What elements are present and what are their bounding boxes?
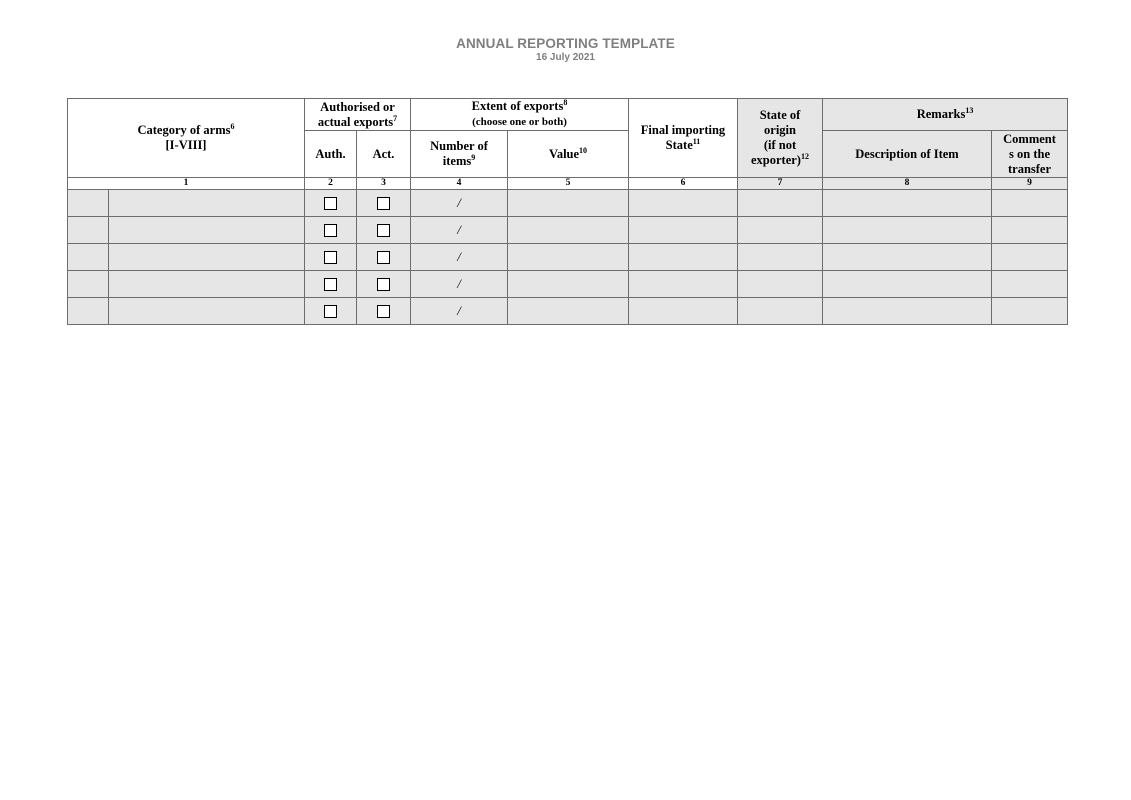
auth-checkbox[interactable] — [324, 305, 337, 318]
comments-header: Comment s on the transfer — [992, 131, 1068, 178]
number-items-header: Number of items$^9$ — [411, 131, 508, 178]
auth-cell — [305, 190, 357, 217]
description-cell[interactable] — [823, 217, 992, 244]
value-cell[interactable] — [508, 244, 629, 271]
category-cell[interactable] — [109, 244, 305, 271]
act-cell — [357, 217, 411, 244]
comments-cell[interactable] — [992, 190, 1068, 217]
column-number: 1 — [68, 178, 305, 190]
auth-header: Auth. — [305, 131, 357, 178]
state-origin-cell[interactable] — [738, 190, 823, 217]
value-cell[interactable] — [508, 217, 629, 244]
category-cell[interactable] — [109, 271, 305, 298]
auth-checkbox[interactable] — [324, 251, 337, 264]
table-row — [68, 217, 1068, 244]
auth-cell — [305, 217, 357, 244]
act-checkbox[interactable] — [377, 197, 390, 210]
state-origin-cell[interactable] — [738, 298, 823, 325]
extent-header: Extent of exports$^8$ (choose one or both) — [411, 99, 629, 131]
description-cell[interactable] — [823, 298, 992, 325]
row-index-cell[interactable] — [68, 271, 109, 298]
number-items-cell[interactable]: / — [411, 298, 508, 325]
act-cell — [357, 298, 411, 325]
importing-state-cell[interactable] — [629, 217, 738, 244]
state-origin-cell[interactable] — [738, 271, 823, 298]
table-row — [68, 244, 1068, 271]
page-date: 16 July 2021 — [536, 52, 595, 63]
auth-cell — [305, 271, 357, 298]
act-cell — [357, 271, 411, 298]
importing-state-header: Final importing State$^{11}$ — [629, 99, 738, 178]
auth-checkbox[interactable] — [324, 278, 337, 291]
reporting-table — [67, 98, 1068, 325]
number-items-cell[interactable]: / — [411, 217, 508, 244]
comments-cell[interactable] — [992, 217, 1068, 244]
table-row — [68, 298, 1068, 325]
column-number: 3 — [357, 178, 411, 190]
remarks-header: Remarks$^{13}$ — [823, 99, 1068, 131]
act-checkbox[interactable] — [377, 224, 390, 237]
act-cell — [357, 244, 411, 271]
auth-checkbox[interactable] — [324, 197, 337, 210]
category-header: Category of arms$^6$ [I-VIII] — [68, 99, 305, 178]
state-origin-cell[interactable] — [738, 244, 823, 271]
comments-cell[interactable] — [992, 271, 1068, 298]
auth-cell — [305, 244, 357, 271]
value-header: Value$^{10}$ — [508, 131, 629, 178]
state-origin-cell[interactable] — [738, 217, 823, 244]
act-cell — [357, 190, 411, 217]
comments-cell[interactable] — [992, 244, 1068, 271]
column-number: 2 — [305, 178, 357, 190]
value-cell[interactable] — [508, 271, 629, 298]
number-items-cell[interactable]: / — [411, 190, 508, 217]
description-cell[interactable] — [823, 271, 992, 298]
column-number: 5 — [508, 178, 629, 190]
authorised-actual-header: Authorised or actual exports$^7$ — [305, 99, 411, 131]
importing-state-cell[interactable] — [629, 244, 738, 271]
column-number: 8 — [823, 178, 992, 190]
number-items-cell[interactable]: / — [411, 244, 508, 271]
table-row — [68, 190, 1068, 217]
auth-checkbox[interactable] — [324, 224, 337, 237]
importing-state-cell[interactable] — [629, 271, 738, 298]
row-index-cell[interactable] — [68, 244, 109, 271]
category-cell[interactable] — [109, 217, 305, 244]
description-header: Description of Item — [823, 131, 992, 178]
column-number-row — [68, 178, 1068, 190]
description-cell[interactable] — [823, 190, 992, 217]
auth-cell — [305, 298, 357, 325]
state-origin-header: State of origin (if not exporter)$^{12}$ — [738, 99, 823, 178]
row-index-cell[interactable] — [68, 190, 109, 217]
row-index-cell[interactable] — [68, 298, 109, 325]
comments-cell[interactable] — [992, 298, 1068, 325]
row-index-cell[interactable] — [68, 217, 109, 244]
category-cell[interactable] — [109, 298, 305, 325]
act-checkbox[interactable] — [377, 305, 390, 318]
description-cell[interactable] — [823, 244, 992, 271]
table-row — [68, 271, 1068, 298]
column-number: 6 — [629, 178, 738, 190]
importing-state-cell[interactable] — [629, 190, 738, 217]
act-checkbox[interactable] — [377, 278, 390, 291]
page-title: ANNUAL REPORTING TEMPLATE — [456, 36, 675, 51]
value-cell[interactable] — [508, 190, 629, 217]
number-items-cell[interactable]: / — [411, 271, 508, 298]
category-cell[interactable] — [109, 190, 305, 217]
column-number: 7 — [738, 178, 823, 190]
importing-state-cell[interactable] — [629, 298, 738, 325]
act-header: Act. — [357, 131, 411, 178]
column-number: 4 — [411, 178, 508, 190]
column-number: 9 — [992, 178, 1068, 190]
act-checkbox[interactable] — [377, 251, 390, 264]
value-cell[interactable] — [508, 298, 629, 325]
